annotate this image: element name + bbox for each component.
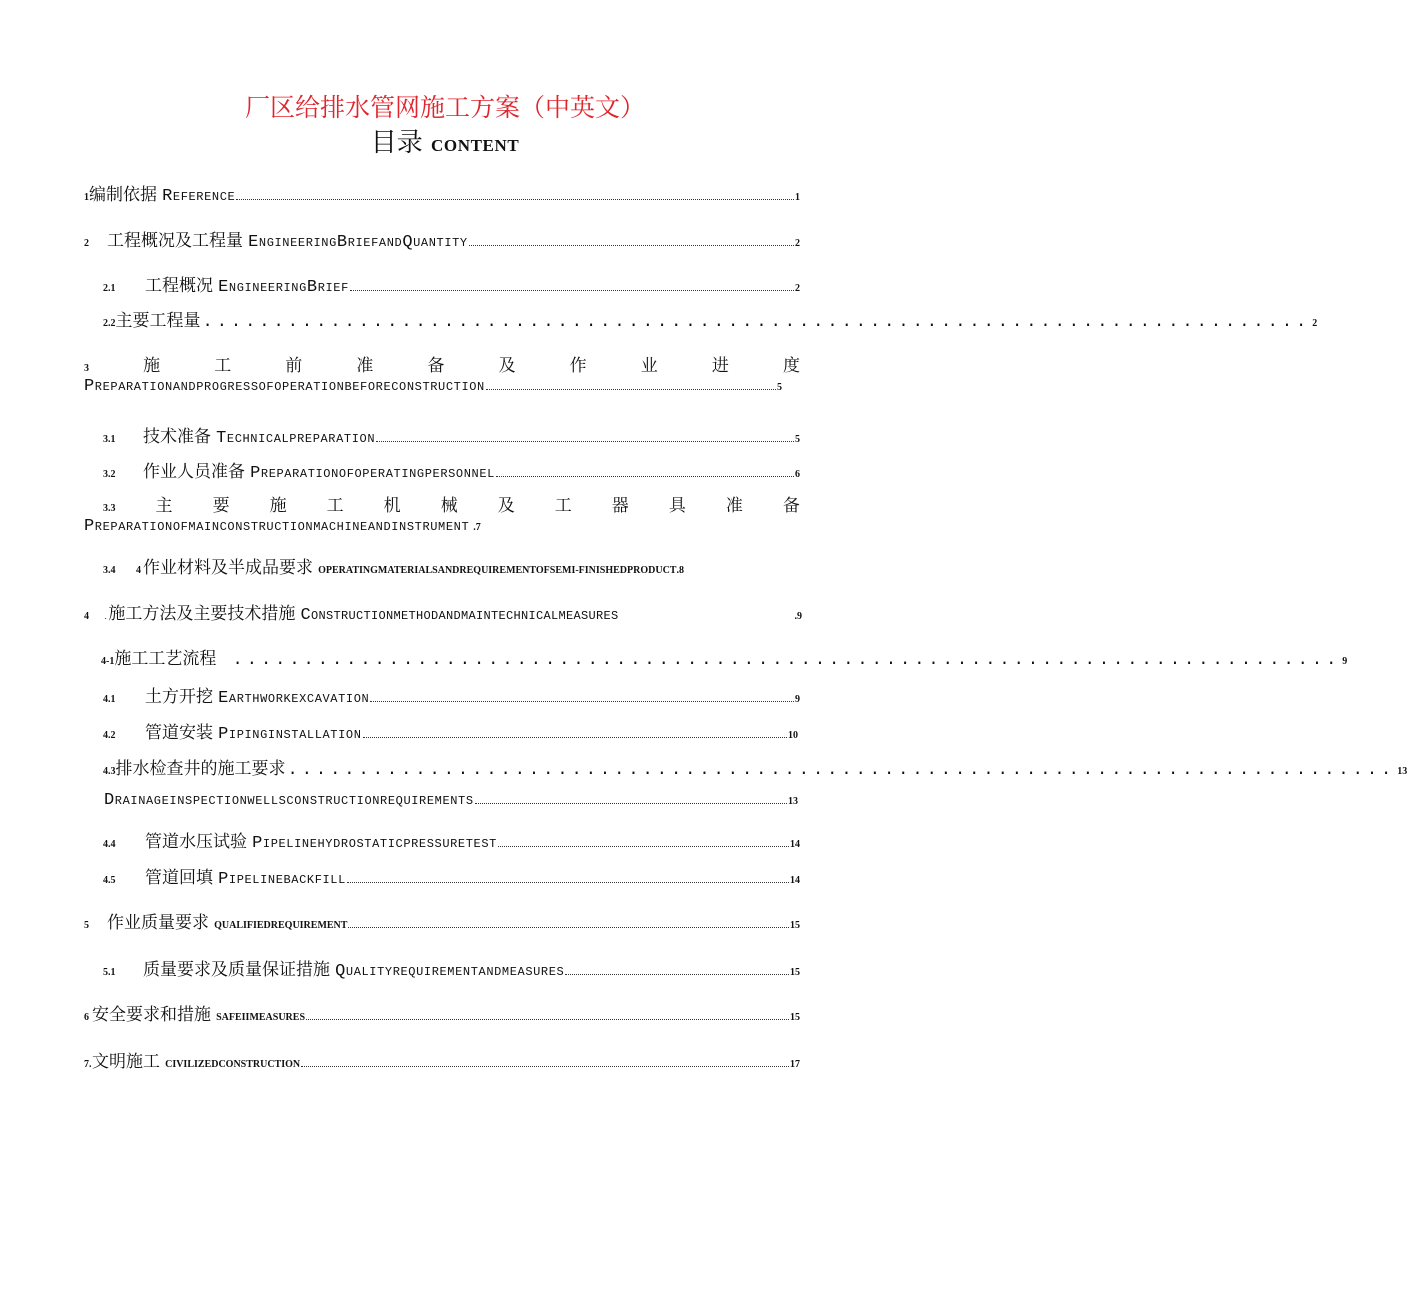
- toc-entry-2[interactable]: [84, 226, 800, 250]
- page-number: 6: [795, 469, 800, 480]
- toc-entry-5-1[interactable]: [103, 955, 800, 979]
- entry-title-en: Qualityrequirementandmeasures: [335, 962, 565, 981]
- entry-title-en: Pipinginstallation: [218, 725, 362, 744]
- page-number: 2: [795, 238, 800, 249]
- entry-char: 度: [782, 356, 800, 376]
- entry-number: 2.2: [103, 318, 116, 329]
- toc-entry-3-2[interactable]: [103, 457, 800, 481]
- entry-subnumber: 4: [136, 565, 141, 576]
- entry-title-en: Technicalpreparation: [216, 429, 376, 448]
- toc-entry-4-4[interactable]: [103, 827, 800, 851]
- page-number: .7: [473, 522, 481, 533]
- dot-leader: [498, 846, 789, 847]
- entry-title-en: Drainageinspectionwellsconstructionrequirements: [104, 791, 474, 810]
- page-number: .9: [794, 611, 802, 622]
- entry-char: 准: [356, 356, 374, 376]
- toc-entry-5[interactable]: [84, 908, 800, 932]
- toc-heading: [0, 122, 890, 159]
- entry-title-en: Preparationofoperatingpersonnel: [250, 464, 495, 483]
- page-number: 1: [795, 192, 800, 203]
- entry-title-en: Preparationandprogressofoperationbeforeconstruction: [84, 377, 485, 396]
- page-number: 13: [788, 796, 798, 807]
- page-number: .8: [676, 565, 684, 576]
- entry-title-zh: 作业人员准备: [143, 462, 245, 482]
- entry-title-zh: 排水检查井的施工要求: [115, 759, 286, 779]
- entry-char: 准: [725, 496, 743, 516]
- toc-entry-3-3-zh-line[interactable]: [103, 491, 800, 516]
- entry-title-en: EngineeringBriefandQuantity: [248, 233, 468, 252]
- dot-leader: ..............................................................................: [218, 651, 1341, 670]
- entry-title-en: Earthworkexcavation: [218, 689, 370, 708]
- dot-leader: [306, 1019, 789, 1020]
- entry-title-en: Reference: [162, 187, 236, 206]
- entry-title-en: QUALIFIEDREQUIREMENT: [214, 920, 348, 931]
- entry-char: 备: [427, 356, 445, 376]
- toc-entry-4-3[interactable]: [103, 754, 1407, 780]
- entry-char: 要: [212, 496, 230, 516]
- dot-leader: [486, 389, 776, 390]
- entry-char: 进: [711, 356, 729, 376]
- entry-title-en: Pipelinehydrostaticpressuretest: [252, 834, 497, 853]
- toc-entry-4-1-process[interactable]: [101, 644, 1348, 670]
- entry-title-en: CIVILIZEDCONSTRUCTION: [165, 1059, 301, 1070]
- page-number: 14: [790, 839, 800, 850]
- page-number: 15: [790, 967, 800, 978]
- dot-leader: [475, 803, 787, 804]
- document-title: 厂区给排水管网施工方案（中英文）: [244, 93, 645, 122]
- entry-number: 3.3: [103, 503, 116, 514]
- entry-number: 5.1: [103, 967, 116, 978]
- toc-entry-4-2[interactable]: [103, 718, 798, 742]
- page-number: 10: [788, 730, 798, 741]
- entry-number: 4.1: [103, 694, 116, 705]
- dot-leader: [469, 245, 794, 246]
- entry-title-zh: 施工工艺流程: [114, 649, 217, 669]
- entry-title-zh: 质量要求及质量保证措施: [143, 960, 330, 980]
- toc-entry-4-3-en[interactable]: [104, 791, 798, 815]
- entry-number: 4.2: [103, 730, 116, 741]
- toc-heading-zh: 目录: [370, 128, 423, 158]
- entry-title-zh: 管道水压试验: [145, 832, 247, 852]
- toc-entry-3-3-en-line[interactable]: [84, 517, 481, 541]
- entry-char: 器: [611, 496, 629, 516]
- dot-leader: [348, 927, 789, 928]
- entry-title-zh: 安全要求和措施: [92, 1005, 211, 1025]
- entry-title-zh: 作业材料及半成品要求: [143, 558, 313, 578]
- toc-entry-7[interactable]: [84, 1047, 800, 1071]
- entry-char: 施: [269, 496, 287, 516]
- entry-char: 及: [497, 496, 515, 516]
- entry-char: 及: [498, 356, 516, 376]
- entry-title-zh: 作业质量要求: [107, 913, 209, 933]
- entry-number: 5: [84, 920, 89, 931]
- dot-leader: [236, 199, 794, 200]
- page-number: 13: [1397, 766, 1407, 777]
- entry-title-en: EngineeringBrief: [218, 278, 349, 297]
- entry-char: 工: [554, 496, 572, 516]
- toc-entry-4-5[interactable]: [103, 863, 800, 887]
- page-number: 2: [1312, 318, 1318, 329]
- entry-number: 3.4: [103, 565, 116, 576]
- entry-title-zh: 主要工程量: [115, 311, 201, 331]
- toc-entry-3-zh-line[interactable]: [84, 351, 800, 376]
- dot-leader: [370, 701, 794, 702]
- toc-entry-3-4[interactable]: [103, 553, 684, 577]
- toc-entry-2-2[interactable]: [103, 306, 1318, 332]
- entry-title-en: Pipelinebackfill: [218, 870, 346, 889]
- toc-entry-6[interactable]: [84, 1000, 800, 1024]
- entry-number: 3.1: [103, 434, 116, 445]
- entry-char: 工: [326, 496, 344, 516]
- entry-title-zh: 管道安装: [145, 723, 213, 743]
- entry-number: 1: [84, 192, 89, 203]
- entry-char: 作: [569, 356, 587, 376]
- page-number: 9: [1342, 656, 1348, 667]
- page-number: 14: [790, 875, 800, 886]
- dot-leader: [350, 290, 794, 291]
- entry-title-zh: 工程概况及工程量: [107, 231, 243, 251]
- entry-char: 机: [383, 496, 401, 516]
- entry-title-zh: 文明施工: [92, 1052, 160, 1072]
- toc-entry-3-1[interactable]: [103, 422, 800, 446]
- dot-leader: ..............................................................................: [202, 313, 1311, 332]
- toc-heading-en: CONTENT: [431, 136, 520, 155]
- dot-leader: [363, 737, 787, 738]
- entry-char: 前: [285, 356, 303, 376]
- entry-title-en: OPERATINGMATERIALSANDREQUIREMENTOFSEMI-FINISHEDPRODUCT: [318, 565, 677, 576]
- entry-number: 4.3: [103, 766, 116, 777]
- toc-entry-3-en-line[interactable]: [84, 377, 782, 401]
- entry-number: 4-1: [101, 656, 115, 667]
- entry-title-zh: 工程概况: [145, 276, 213, 296]
- entry-number: 4.5: [103, 875, 116, 886]
- entry-number: 2.1: [103, 283, 116, 294]
- page-number: 9: [795, 694, 800, 705]
- entry-title-zh: .施工方法及主要技术措施: [103, 604, 296, 624]
- page-number: 17: [790, 1059, 800, 1070]
- entry-title-en: Constructionmethodandmaintechnicalmeasures: [300, 606, 619, 625]
- page-number: 15: [790, 1012, 800, 1023]
- page-number: 2: [795, 283, 800, 294]
- page-number: 15: [790, 920, 800, 931]
- dot-leader: [301, 1066, 789, 1067]
- entry-char: 备: [782, 496, 800, 516]
- dot-leader: ..............................................................................: [287, 761, 1396, 780]
- entry-number: 4: [84, 611, 89, 622]
- entry-number: 3: [84, 363, 89, 374]
- entry-char: 业: [640, 356, 658, 376]
- entry-title-zh: 技术准备: [143, 427, 211, 447]
- toc-entry-4-1[interactable]: [103, 682, 800, 706]
- entry-number: 2: [84, 238, 89, 249]
- dot-leader: [376, 441, 794, 442]
- dot-leader: [347, 882, 789, 883]
- entry-title-en: SAFEIIMEASURES: [216, 1012, 306, 1023]
- entry-char: 具: [668, 496, 686, 516]
- entry-title-en: Preparationofmainconstructionmachineandinstrument: [84, 517, 470, 536]
- entry-char: 施: [143, 356, 161, 376]
- toc-entry-1[interactable]: [84, 180, 800, 204]
- dot-leader: [565, 974, 789, 975]
- page-number: 5: [795, 434, 800, 445]
- toc-entry-4[interactable]: [84, 599, 802, 623]
- entry-number: 3.2: [103, 469, 116, 480]
- entry-number: 6: [84, 1012, 89, 1023]
- entry-title-zh: 管道回填: [145, 868, 213, 888]
- entry-char: 械: [440, 496, 458, 516]
- entry-number: 4.4: [103, 839, 116, 850]
- entry-title-zh: 编制依据: [89, 185, 157, 205]
- page-number: 5: [777, 382, 782, 393]
- toc-entry-2-1[interactable]: [103, 271, 800, 295]
- entry-char: 主: [155, 496, 173, 516]
- dot-leader: [496, 476, 794, 477]
- entry-char: 工: [214, 356, 232, 376]
- entry-title-zh: 土方开挖: [145, 687, 213, 707]
- entry-number: 7.: [84, 1059, 92, 1070]
